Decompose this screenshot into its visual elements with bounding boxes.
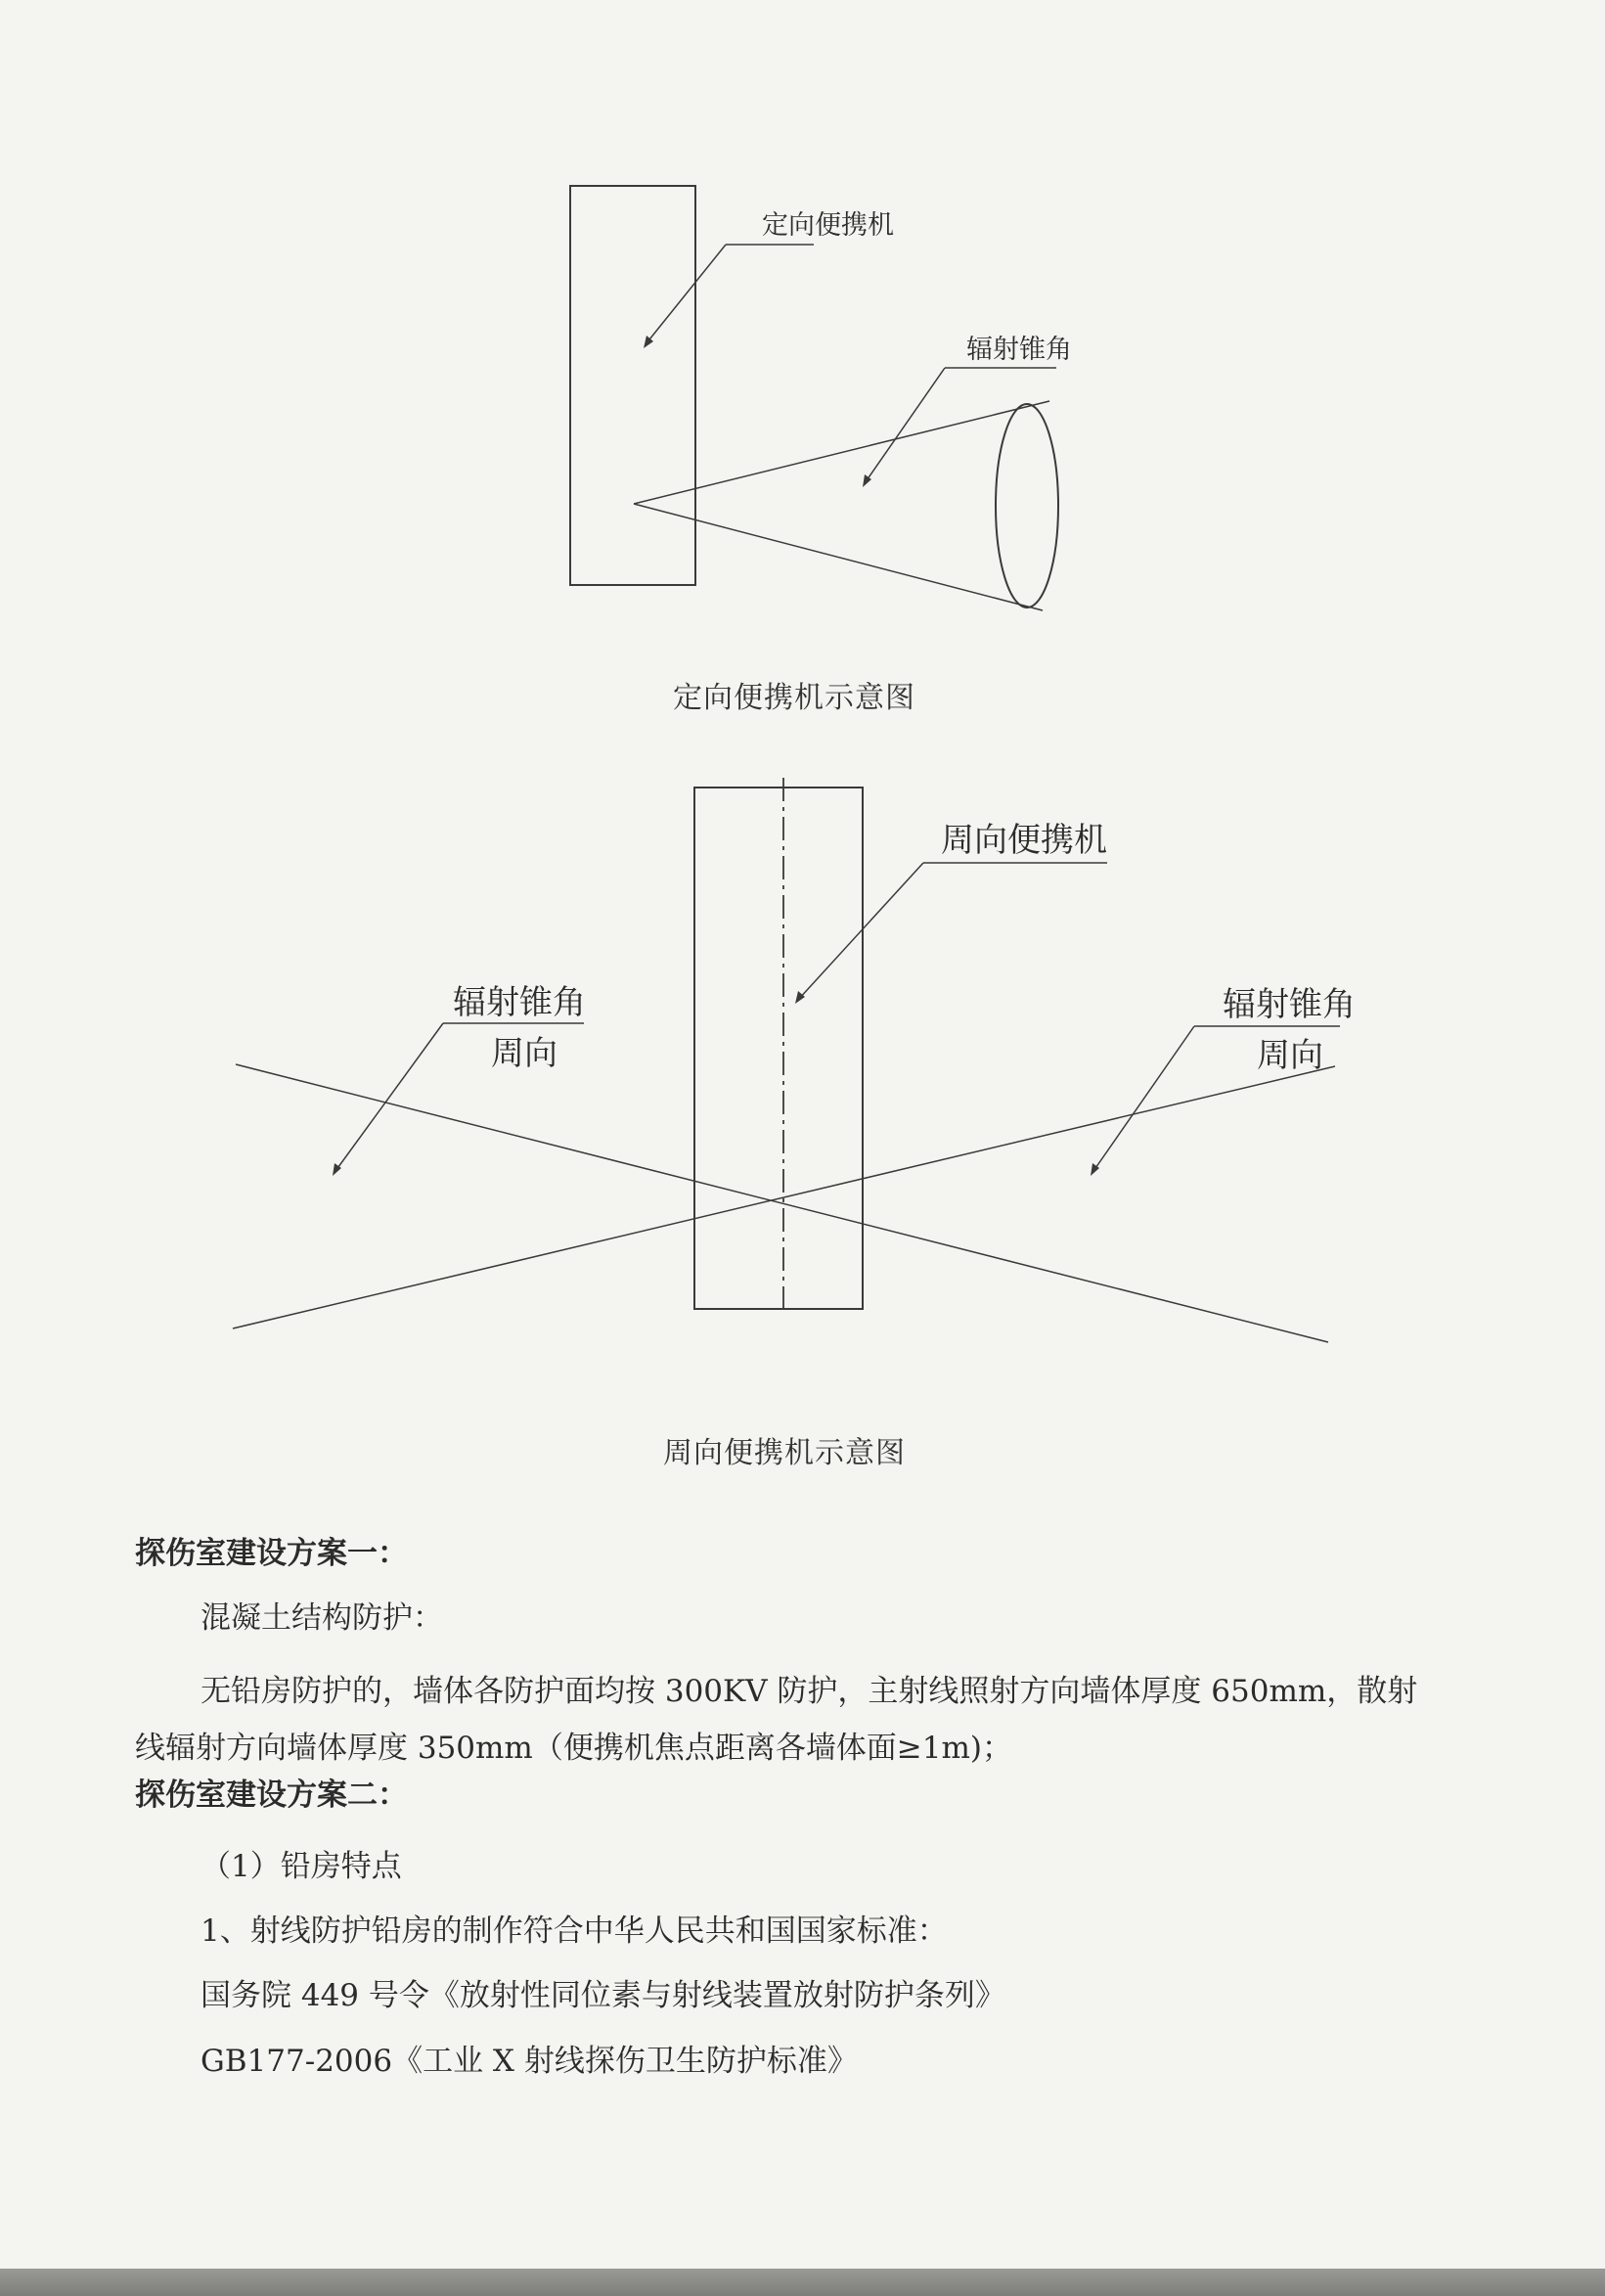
leader-left-cone [335, 1023, 443, 1171]
circumferential-device-label: 周向便携机 [941, 821, 1107, 860]
left-cone-label-line2: 周向 [491, 1034, 557, 1073]
subheading-concrete: 混凝土结构防护： [201, 1600, 443, 1636]
right-cone-label-line1: 辐射锥角 [1223, 985, 1356, 1024]
directional-diagram-caption: 定向便携机示意图 [673, 681, 915, 715]
leader-device [646, 245, 726, 344]
plan-one-paragraph-line1: 无铅房防护的，墙体各防护面均按 300KV 防护，主射线照射方向墙体厚度 650mm，散射 [201, 1674, 1418, 1709]
directional-device-rect [570, 186, 695, 585]
leader-right-cone [1093, 1026, 1194, 1171]
standard-decree: 国务院 449 号令《放射性同位素与射线装置放射防护条列》 [201, 1978, 1005, 2013]
cross-line-descending [236, 1064, 1328, 1342]
directional-cone-label: 辐射锥角 [966, 335, 1072, 365]
directional-device-label: 定向便携机 [762, 210, 894, 241]
directional-diagram [570, 186, 1058, 610]
heading-plan-one: 探伤室建设方案一： [135, 1536, 408, 1571]
left-cone-label-line1: 辐射锥角 [453, 983, 586, 1022]
leader-circ-device [798, 863, 923, 1000]
circumferential-diagram [233, 778, 1340, 1342]
cone-base-ellipse [996, 404, 1058, 608]
subheading-lead-room: （1）铅房特点 [201, 1849, 402, 1884]
standard-intro: 1、射线防护铅房的制作符合中华人民共和国国家标准： [201, 1913, 948, 1949]
right-cone-label-line2: 周向 [1257, 1036, 1323, 1075]
scan-bottom-edge [0, 2269, 1605, 2296]
circumferential-diagram-caption: 周向便携机示意图 [663, 1436, 906, 1470]
circumferential-device-rect [694, 788, 863, 1309]
leader-cone [865, 368, 945, 483]
standard-gb: GB177-2006《工业 X 射线探伤卫生防护标准》 [201, 2044, 858, 2079]
heading-plan-two: 探伤室建设方案二： [135, 1778, 408, 1813]
plan-one-paragraph-line2: 线辐射方向墙体厚度 350mm（便携机焦点距离各墙体面≥1m)； [135, 1731, 1012, 1766]
